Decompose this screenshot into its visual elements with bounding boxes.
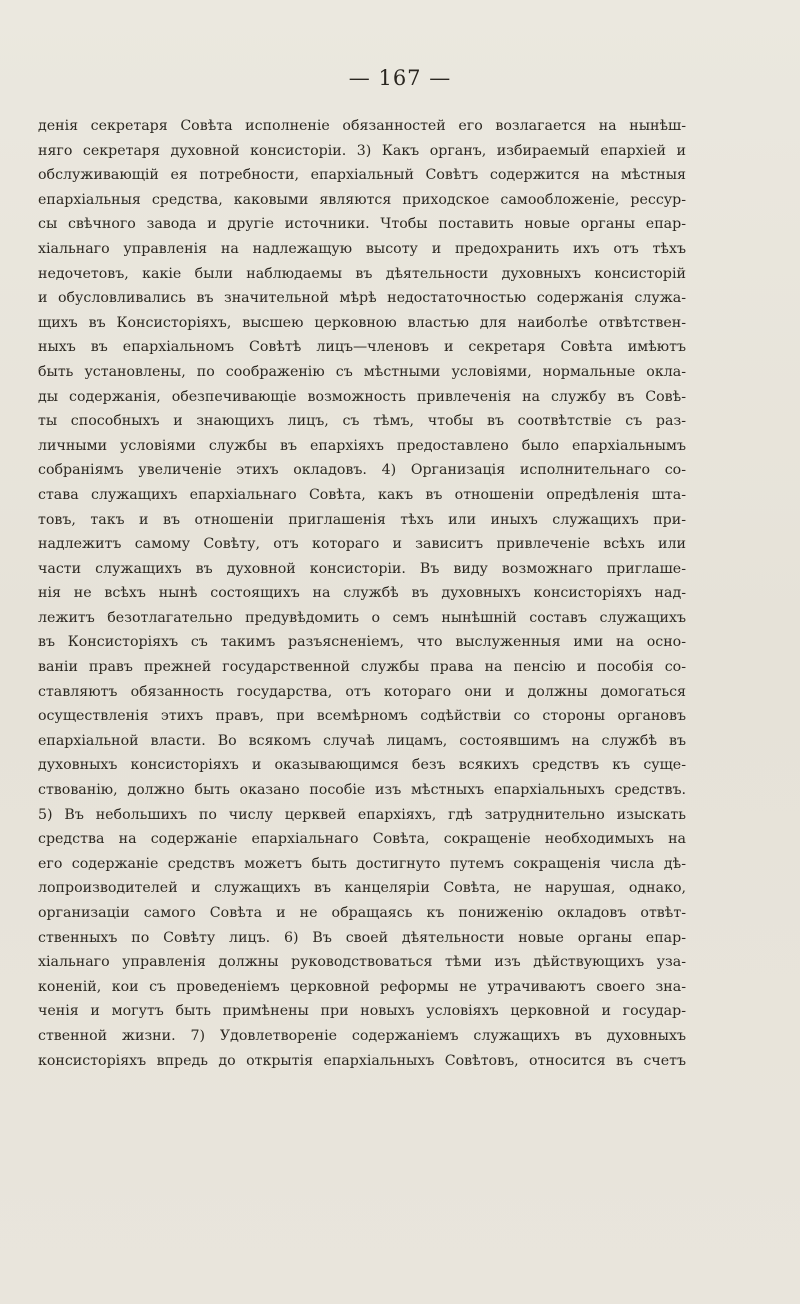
text-line: быть установлены, по соображенію съ мѣстными условіями, нормальные окла- <box>38 363 686 380</box>
text-line: няго секретаря духовной консисторіи. 3) Какъ органъ, избираемый епархіей и <box>38 142 686 159</box>
text-line: денія секретаря Совѣта исполненіе обязанностей его возлагается на нынѣш- <box>38 118 686 134</box>
text-line: осуществленія этихъ правъ, при всемѣрномъ содѣйствіи со стороны органовъ <box>38 708 686 725</box>
text-line: хіальнаго управленія должны руководствоваться тѣми изъ дѣйствующихъ уза- <box>38 954 686 971</box>
text-line: недочетовъ, какіе были наблюдаемы въ дѣятельности духовныхъ консисторій <box>38 265 686 282</box>
text-line: личными условіями службы въ епархіяхъ предоставлено было епархіальнымъ <box>38 437 686 454</box>
text-line: ставляютъ обязанность государства, отъ котораго они и должны домогаться <box>38 683 686 700</box>
text-line: части служащихъ въ духовной консисторіи. Въ виду возможнаго приглаше- <box>38 560 686 577</box>
text-line: ды содержанія, обезпечивающіе возможность привлеченія на службу въ Совѣ- <box>38 388 686 405</box>
text-line: щихъ въ Консисторіяхъ, высшею церковною властью для наиболѣе отвѣтствен- <box>38 314 686 331</box>
text-line: обслуживающій ея потребности, епархіальный Совѣтъ содержится на мѣстныя <box>38 167 686 184</box>
text-line: ственныхъ по Совѣту лицъ. 6) Въ своей дѣятельности новые органы епар- <box>38 929 686 946</box>
text-line: лежитъ безотлагательно предувѣдомить о семъ нынѣшній составъ служащихъ <box>38 609 686 626</box>
text-line: ственной жизни. 7) Удовлетвореніе содержаніемъ служащихъ въ духовныхъ <box>38 1027 686 1044</box>
text-line: духовныхъ консисторіяхъ и оказывающимся безъ всякихъ средствъ къ суще- <box>38 757 686 774</box>
text-line: ваніи правъ прежней государственной службы права на пенсію и пособія со- <box>38 659 686 676</box>
text-line: надлежитъ самому Совѣту, отъ котораго и зависитъ привлеченіе всѣхъ или <box>38 536 686 553</box>
text-line: става служащихъ епархіальнаго Совѣта, какъ въ отношеніи опредѣленія шта- <box>38 486 686 503</box>
text-line: консисторіяхъ впредь до открытія епархіальныхъ Совѣтовъ, относится въ счетъ <box>38 1052 686 1069</box>
text-line: товъ, такъ и въ отношеніи приглашенія тѣхъ или иныхъ служащихъ при- <box>38 511 686 528</box>
text-line: организаціи самого Совѣта и не обращаясь къ пониженію окладовъ отвѣт- <box>38 905 686 921</box>
text-line: ствованію, должно быть оказано пособіе изъ мѣстныхъ епархіальныхъ средствъ. <box>38 782 686 799</box>
text-line: и обусловливались въ значительной мѣрѣ недостаточностью содержанія служа- <box>38 290 686 307</box>
text-line: его содержаніе средствъ можетъ быть достигнуто путемъ сокращенія числа дѣ- <box>38 855 686 872</box>
text-line: епархіальныя средства, каковыми являются приходское самообложеніе, рессур- <box>38 191 686 208</box>
text-line: ныхъ въ епархіальномъ Совѣтѣ лицъ—членовъ и секретаря Совѣта имѣютъ <box>38 339 686 356</box>
text-line: коненій, кои съ проведеніемъ церковной реформы не утрачиваютъ своего зна- <box>38 978 686 995</box>
page-number: — 167 — <box>348 66 452 90</box>
text-line: сы свѣчного завода и другіе источники. Чтобы поставить новые органы епар- <box>38 216 686 233</box>
text-line: 5) Въ небольшихъ по числу церквей епархіяхъ, гдѣ затруднительно изыскать <box>38 806 686 823</box>
body-text <box>38 114 686 1073</box>
text-line: епархіальной власти. Во всякомъ случаѣ лицамъ, состоявшимъ на службѣ въ <box>38 732 686 749</box>
text-line: лопроизводителей и служащихъ въ канцеляріи Совѣта, не нарушая, однако, <box>38 880 686 897</box>
text-line: въ Консисторіяхъ съ такимъ разъясненіемъ, что выслуженныя ими на осно- <box>38 634 686 651</box>
text-line: ты способныхъ и знающихъ лицъ, съ тѣмъ, чтобы въ соотвѣтствіе съ раз- <box>38 413 686 430</box>
text-line: средства на содержаніе епархіальнаго Совѣта, сокращеніе необходимыхъ на <box>38 831 686 848</box>
text-line: хіальнаго управленія на надлежащую высоту и предохранить ихъ отъ тѣхъ <box>38 240 686 257</box>
text-line: собраніямъ увеличеніе этихъ окладовъ. 4) Организація исполнительнаго со- <box>38 462 686 479</box>
text-line: нія не всѣхъ нынѣ состоящихъ на службѣ въ духовныхъ консисторіяхъ над- <box>38 585 686 602</box>
text-line: ченія и могутъ быть примѣнены при новыхъ условіяхъ церковной и государ- <box>38 1003 686 1020</box>
